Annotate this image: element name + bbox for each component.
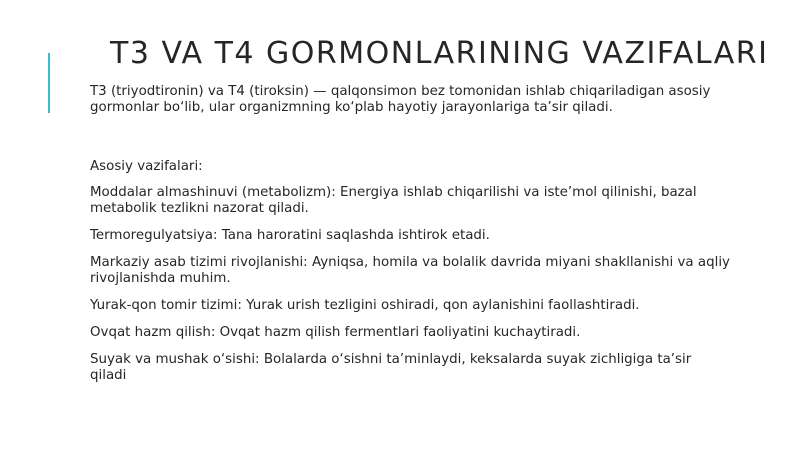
accent-bar	[48, 53, 50, 113]
function-item-digestion: Ovqat hazm qilish: Ovqat hazm qilish fermentlari faoliyatini kuchaytiradi.	[90, 325, 581, 340]
function-item-metabolism: Moddalar almashinuvi (metabolizm): Energiya ishlab chiqarilishi va iste’mol qilinishi, bazal metabolik tezlikni nazorat qiladi.	[90, 185, 697, 216]
slide-content	[90, 84, 730, 395]
function-item-bone-muscle: Suyak va mushak o‘sishi: Bolalarda o‘sishni ta’minlaydi, keksalarda suyak zichligiga ta’sir qiladi	[90, 352, 692, 383]
spacer	[90, 116, 730, 159]
slide-title: T3 VA T4 GORMONLARINING VAZIFALARI	[110, 36, 769, 71]
function-item-thermoregulation: Termoregulyatsiya: Tana haroratini saqlashda ishtirok etadi.	[90, 228, 490, 243]
functions-heading: Asosiy vazifalari:	[90, 159, 203, 174]
intro-paragraph: T3 (triyodtironin) va T4 (tiroksin) — qalqonsimon bez tomonidan ishlab chiqariladigan asosiy gormonlar bo‘lib, ular organizmning ko‘plab hayotiy jarayonlariga ta’sir qiladi.	[90, 84, 711, 115]
function-item-cardiovascular: Yurak-qon tomir tizimi: Yurak urish tezligini oshiradi, qon aylanishini faollashtiradi.	[90, 298, 640, 313]
function-item-nervous-system: Markaziy asab tizimi rivojlanishi: Ayniqsa, homila va bolalik davrida miyani shakllanishi va aqliy rivojlanishda muhim.	[90, 255, 730, 286]
